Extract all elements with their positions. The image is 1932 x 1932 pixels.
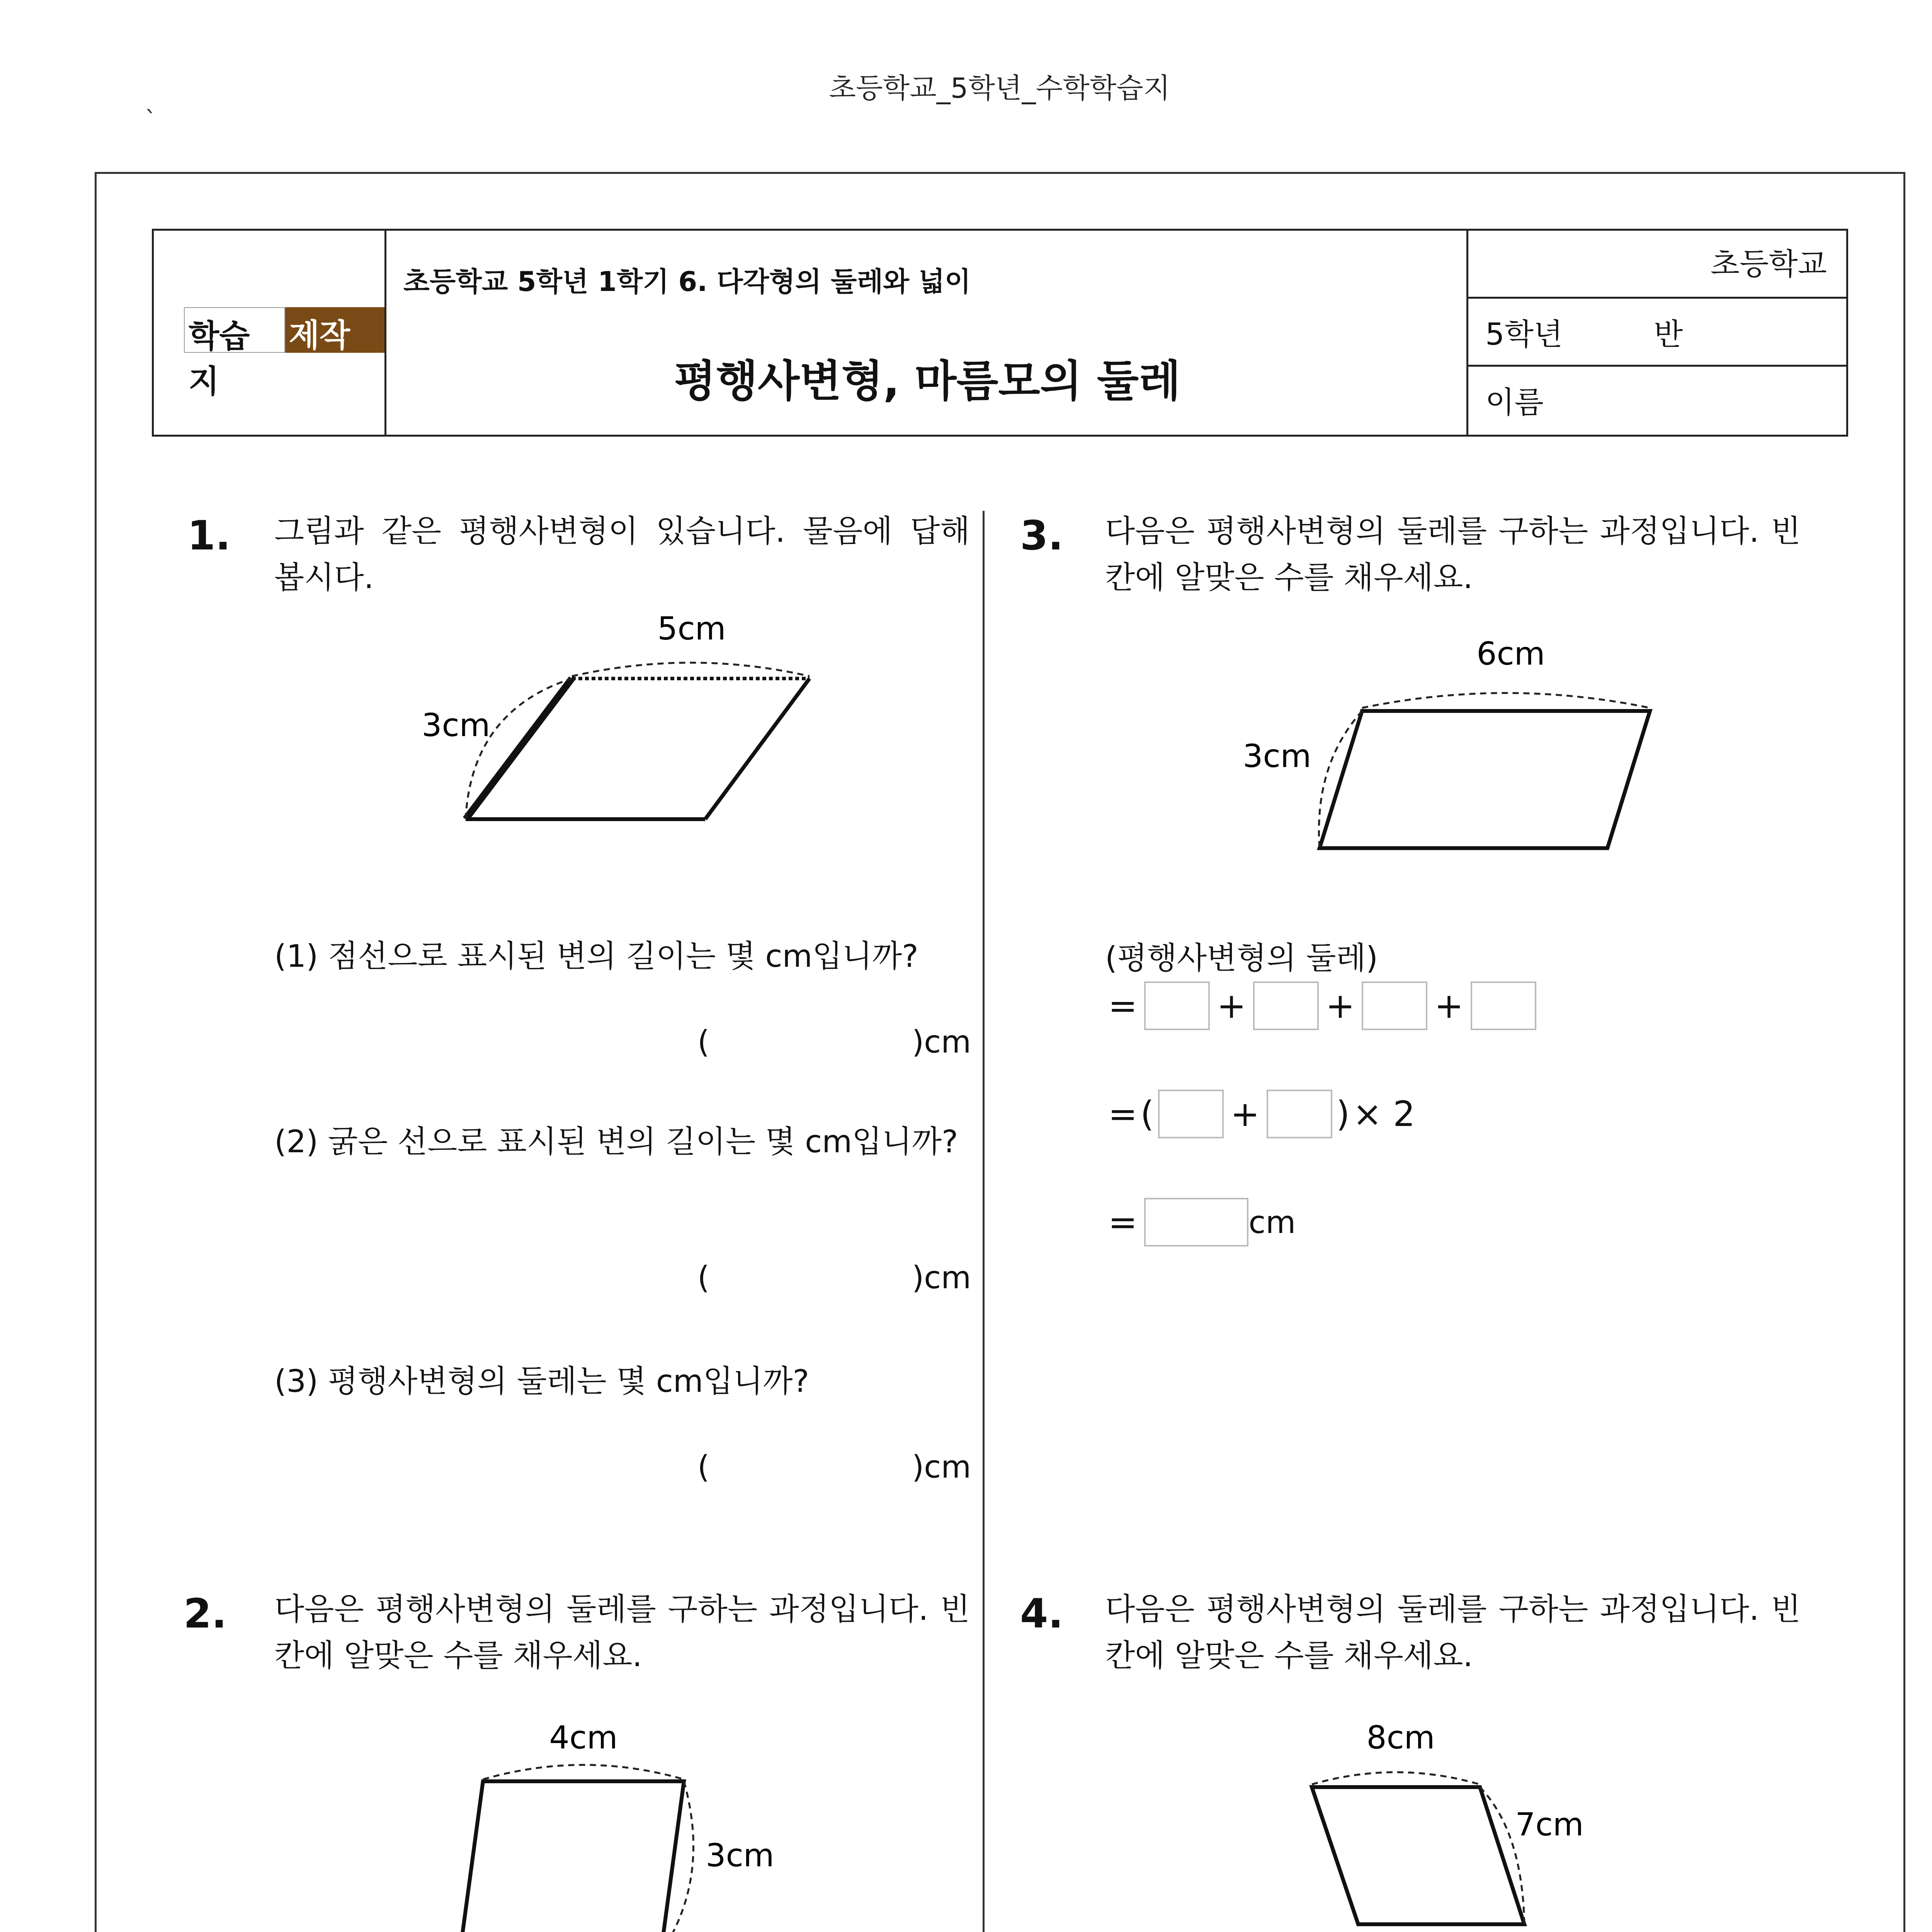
q4-parallelogram-figure	[1291, 1708, 1607, 1932]
q1-sub3: (3) 평행사변형의 둘레는 몇 cm입니까?	[274, 1363, 810, 1399]
logo-text-2: 제작소	[285, 307, 385, 353]
logo	[184, 307, 384, 400]
q3-eq3	[1105, 1198, 1296, 1247]
logo-text-1: 학습지	[184, 307, 285, 353]
q2-top-arc	[483, 1765, 684, 1780]
q3-box-5[interactable]	[1158, 1090, 1224, 1138]
q2-top-label: 4cm	[549, 1719, 618, 1756]
logo-cell	[154, 231, 386, 435]
q2-number: 2.	[184, 1590, 227, 1637]
q4-top-arc	[1312, 1772, 1480, 1785]
q1-side-label: 3cm	[422, 707, 490, 744]
q3-box-6[interactable]	[1267, 1090, 1332, 1138]
q3-eq1	[1105, 981, 1540, 1030]
name-label: 이름	[1485, 385, 1544, 420]
worksheet-title: 평행사변형, 마름모의 둘레	[674, 356, 1181, 406]
column-divider	[983, 511, 985, 1932]
q4-text: 다음은 평행사변형의 둘레를 구하는 과정입니다. 빈칸에 알맞은 수를 채우세요.	[1105, 1591, 1801, 1673]
q1-parallelogram-figure	[406, 603, 850, 842]
q3-unit: cm	[1248, 1204, 1296, 1240]
q1-number: 1.	[187, 512, 231, 559]
plus-sign: +	[1325, 985, 1355, 1026]
equals-sign: =	[1108, 985, 1138, 1026]
q3-box-2[interactable]	[1253, 981, 1319, 1030]
q2-text: 다음은 평행사변형의 둘레를 구하는 과정입니다. 빈칸에 알맞은 수를 채우세요.	[274, 1591, 970, 1673]
q1-text: 그림과 같은 평행사변형이 있습니다. 물음에 답해 봅시다.	[274, 513, 970, 595]
q1-sub2: (2) 굵은 선으로 표시된 변의 길이는 몇 cm입니까?	[274, 1124, 958, 1160]
q3-perimeter-label: (평행사변형의 둘레)	[1105, 940, 1378, 976]
left-paren: (	[1140, 1094, 1154, 1134]
q4-number: 4.	[1020, 1590, 1063, 1637]
q1-sub1: (1) 점선으로 표시된 변의 길이는 몇 cm입니까?	[274, 938, 918, 974]
q4-side-label: 7cm	[1515, 1806, 1584, 1843]
equals-sign: =	[1108, 1094, 1138, 1134]
q1-answer1-open: (	[697, 1024, 710, 1060]
q1-top-label: 5cm	[657, 611, 726, 647]
q1-answer3-close[interactable]: )cm	[912, 1449, 971, 1485]
q1-answer1-close[interactable]: )cm	[912, 1024, 971, 1060]
q3-answer-box[interactable]	[1144, 1198, 1248, 1247]
grade-label: 5학년	[1485, 317, 1563, 352]
q3-number: 3.	[1020, 512, 1063, 559]
q3-box-1[interactable]	[1144, 981, 1210, 1030]
q2-side-label: 3cm	[706, 1837, 774, 1874]
tick-mark: `	[145, 106, 156, 133]
q2-parallelogram-figure	[444, 1708, 792, 1932]
q4-top-label: 8cm	[1366, 1719, 1435, 1756]
plus-sign: +	[1217, 985, 1246, 1026]
q3-text: 다음은 평행사변형의 둘레를 구하는 과정입니다. 빈칸에 알맞은 수를 채우세요.	[1105, 513, 1801, 595]
q1-thick-side	[466, 679, 572, 819]
q1-answer2-open: (	[697, 1260, 710, 1296]
q3-parallelogram-figure	[1233, 626, 1677, 858]
q1-top-arc	[572, 663, 810, 676]
name-row[interactable]	[1468, 367, 1846, 435]
q3-side-label: 3cm	[1243, 738, 1311, 775]
school-row: 초등학교	[1468, 231, 1846, 299]
right-paren: )	[1336, 1094, 1350, 1134]
q3-eq2	[1105, 1090, 1418, 1138]
header-table	[152, 229, 1848, 437]
title-cell	[386, 231, 1468, 435]
student-info-cell	[1468, 231, 1846, 435]
q1-answer2-close[interactable]: )cm	[912, 1260, 971, 1296]
unit-subtitle: 초등학교 5학년 1학기 6. 다각형의 둘레와 넓이	[403, 266, 971, 298]
q3-box-3[interactable]	[1362, 981, 1427, 1030]
q1-right-side	[705, 679, 810, 819]
class-label: 반	[1654, 317, 1683, 352]
page-header: 초등학교_5학년_수학학습지	[829, 72, 1170, 104]
q3-top-label: 6cm	[1476, 636, 1545, 672]
grade-row[interactable]	[1468, 299, 1846, 367]
q3-top-arc	[1362, 693, 1650, 708]
plus-sign: +	[1230, 1094, 1260, 1134]
q3-box-4[interactable]	[1471, 981, 1536, 1030]
q1-answer3-open: (	[697, 1449, 710, 1485]
q3-multiplier: × 2	[1353, 1094, 1415, 1134]
equals-sign: =	[1108, 1202, 1138, 1243]
plus-sign: +	[1434, 985, 1464, 1026]
